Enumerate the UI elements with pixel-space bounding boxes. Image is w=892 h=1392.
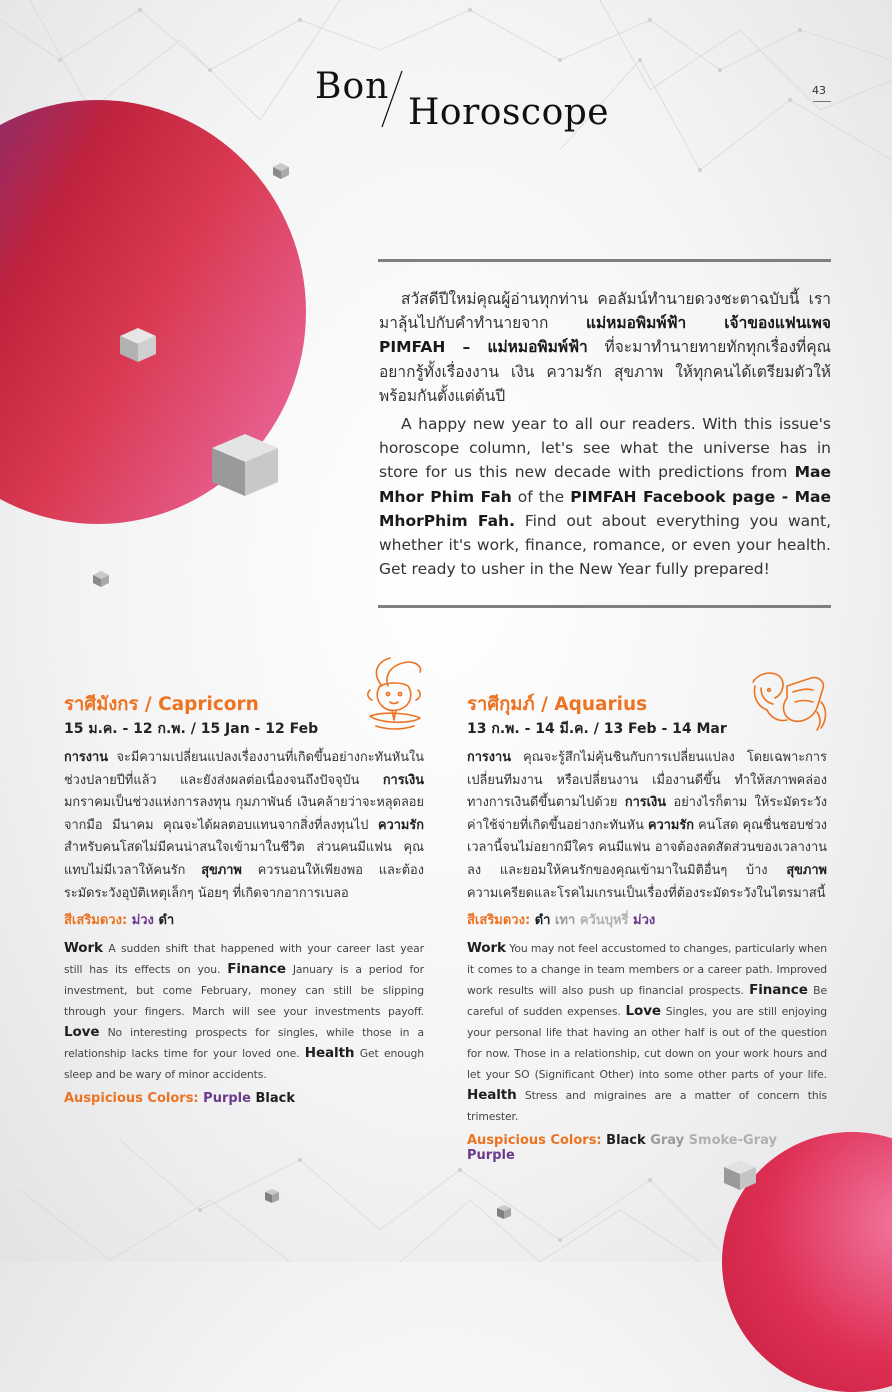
sign-title: ราศีกุมภ์ / Aquarius (467, 694, 648, 715)
intro-block (379, 287, 831, 581)
page-number: 43 (812, 84, 826, 97)
cube-icon (272, 162, 290, 180)
brand-bon: Bon (315, 66, 390, 107)
sign-column-capricorn (64, 690, 424, 1106)
intro-thai: สวัสดีปีใหม่คุณผู้อ่านทุกท่าน คอลัมน์ทำนายดวงชะตาฉบับนี้ เรามาลุ้นไปกับคำทำนายจาก แม่หมอพิมพ์ฟ้า เจ้าของแฟนเพจ PIMFAH – แม่หมอพิมพ์ฟ้า ที่จะมาทำนายทายทักทุกเรื่องที่คุณอยากรู้ทั้งเรื่องงาน เงิน ความรัก สุขภาพ ให้ทุกคนได้เตรียมตัวให้พร้อมกันตั้งแต่ต้นปี (379, 290, 831, 405)
sign-date: 15 ม.ค. - 12 ก.พ. / 15 Jan - 12 Feb (64, 721, 319, 737)
lucky-colors-english: Auspicious Colors: Purple Black (64, 1091, 295, 1107)
cube-icon (496, 1204, 512, 1220)
lucky-colors-thai: สีเสริมดวง: ดำ เทา ควันบุหรี่ ม่วง (467, 913, 656, 929)
cube-icon (210, 432, 280, 498)
thai-forecast: การงาน จะมีความเปลี่ยนแปลงเรื่องงานที่เกิดขึ้นอย่างกะทันหันในช่วงปลายปีที่แล้ว และยังส่งผลต่อเนื่องจนถึงปัจจุบัน การเงิน มกราคมเป็นช่วงแห่งการลงทุน กุมภาพันธ์ เงินคล้ายว่าจะหลุดลอยจากมือ มีนาคม คุณจะได้ผลตอบแทนจากสิ่งที่ลงทุนไป ความรัก สำหรับคนโสดไม่มีคนน่าสนใจเข้ามาในชีวิต ส่วนคนมีแฟน คุณแทบไม่มีเวลาให้คนรัก สุขภาพ ควรนอนให้เพียงพอ และต้องระมัดระวังอุบัติเหตุเล็กๆ น้อยๆ ที่เกิดจากอาการเบลอ (64, 750, 424, 901)
brand-slash (380, 70, 404, 128)
english-forecast: Work A sudden shift that happened with your career last year still has its effects on you. Finance January is a period for investment, but come February, money can still be slipping through your fingers. March will see your investments payoff. Love No interesting prospects for singles, while those in a relationship lacks time for your loved one. Health Get enough sleep and be wary of minor accidents. (64, 940, 424, 1082)
sign-title: ราศีมังกร / Capricorn (64, 694, 259, 715)
intro-top-rule (378, 259, 831, 262)
english-forecast: Work You may not feel accustomed to changes, particularly when it comes to a change in team members or a career path. Improved work results will also push up financial prospects. Finance Be careful of sudden expenses. Love Singles, you are still enjoying your personal life that having an other half is out of the question for now. Those in a relationship, cut down on your work hours and let your SO (Significant Other) into some other parts of your life. Health Stress and migraines are a matter of concern this trimester. (467, 940, 827, 1124)
sign-column-aquarius (467, 690, 827, 1163)
lucky-colors-english: Auspicious Colors: Black Gray Smoke-Gray Purple (467, 1133, 777, 1164)
cube-icon (264, 1188, 280, 1204)
brand-horoscope: Horoscope (408, 92, 610, 133)
cube-icon (92, 570, 110, 588)
thai-forecast: การงาน คุณจะรู้สึกไม่คุ้นชินกับการเปลี่ยนแปลง โดยเฉพาะการเปลี่ยนทีมงาน หรือเปลี่ยนงาน เมื่องานดีขึ้น ทำให้สภาพคล่องทางการเงินดีขึ้นตามไปด้วย การเงิน อย่างไรก็ตาม ให้ระมัดระวังค่าใช้จ่ายที่เกิดขึ้นอย่างกะทันหัน ความรัก คนโสด คุณชื่นชอบช่วงเวลานี้จนไม่อยากมีใคร คนมีแฟน อาจต้องลดสัดส่วนของเวลางานลง และยอมให้คนรักของคุณเข้ามาในมิติอื่นๆ บ้าง สุขภาพ ความเครียดและโรคไมเกรนเป็นเรื่องที่ต้องระมัดระวังในไตรมาสนี้ (467, 750, 828, 901)
intro-english: A happy new year to all our readers. With this issue's horoscope column, let's see what the universe has in store for us this new decade with predictions from Mae Mhor Phim Fah of the PIMFAH Facebook page - Mae MhorPhim Fah. Find out about everything you want, whether it's work, finance, romance, or even your health. Get ready to usher in the New Year fully prepared! (379, 415, 832, 579)
page-number-underline (813, 101, 831, 102)
sign-date: 13 ก.พ. - 14 มี.ค. / 13 Feb - 14 Mar (467, 721, 727, 737)
cube-icon (118, 326, 158, 364)
intro-bottom-rule (378, 605, 831, 608)
lucky-colors-thai: สีเสริมดวง: ม่วง ดำ (64, 913, 175, 929)
